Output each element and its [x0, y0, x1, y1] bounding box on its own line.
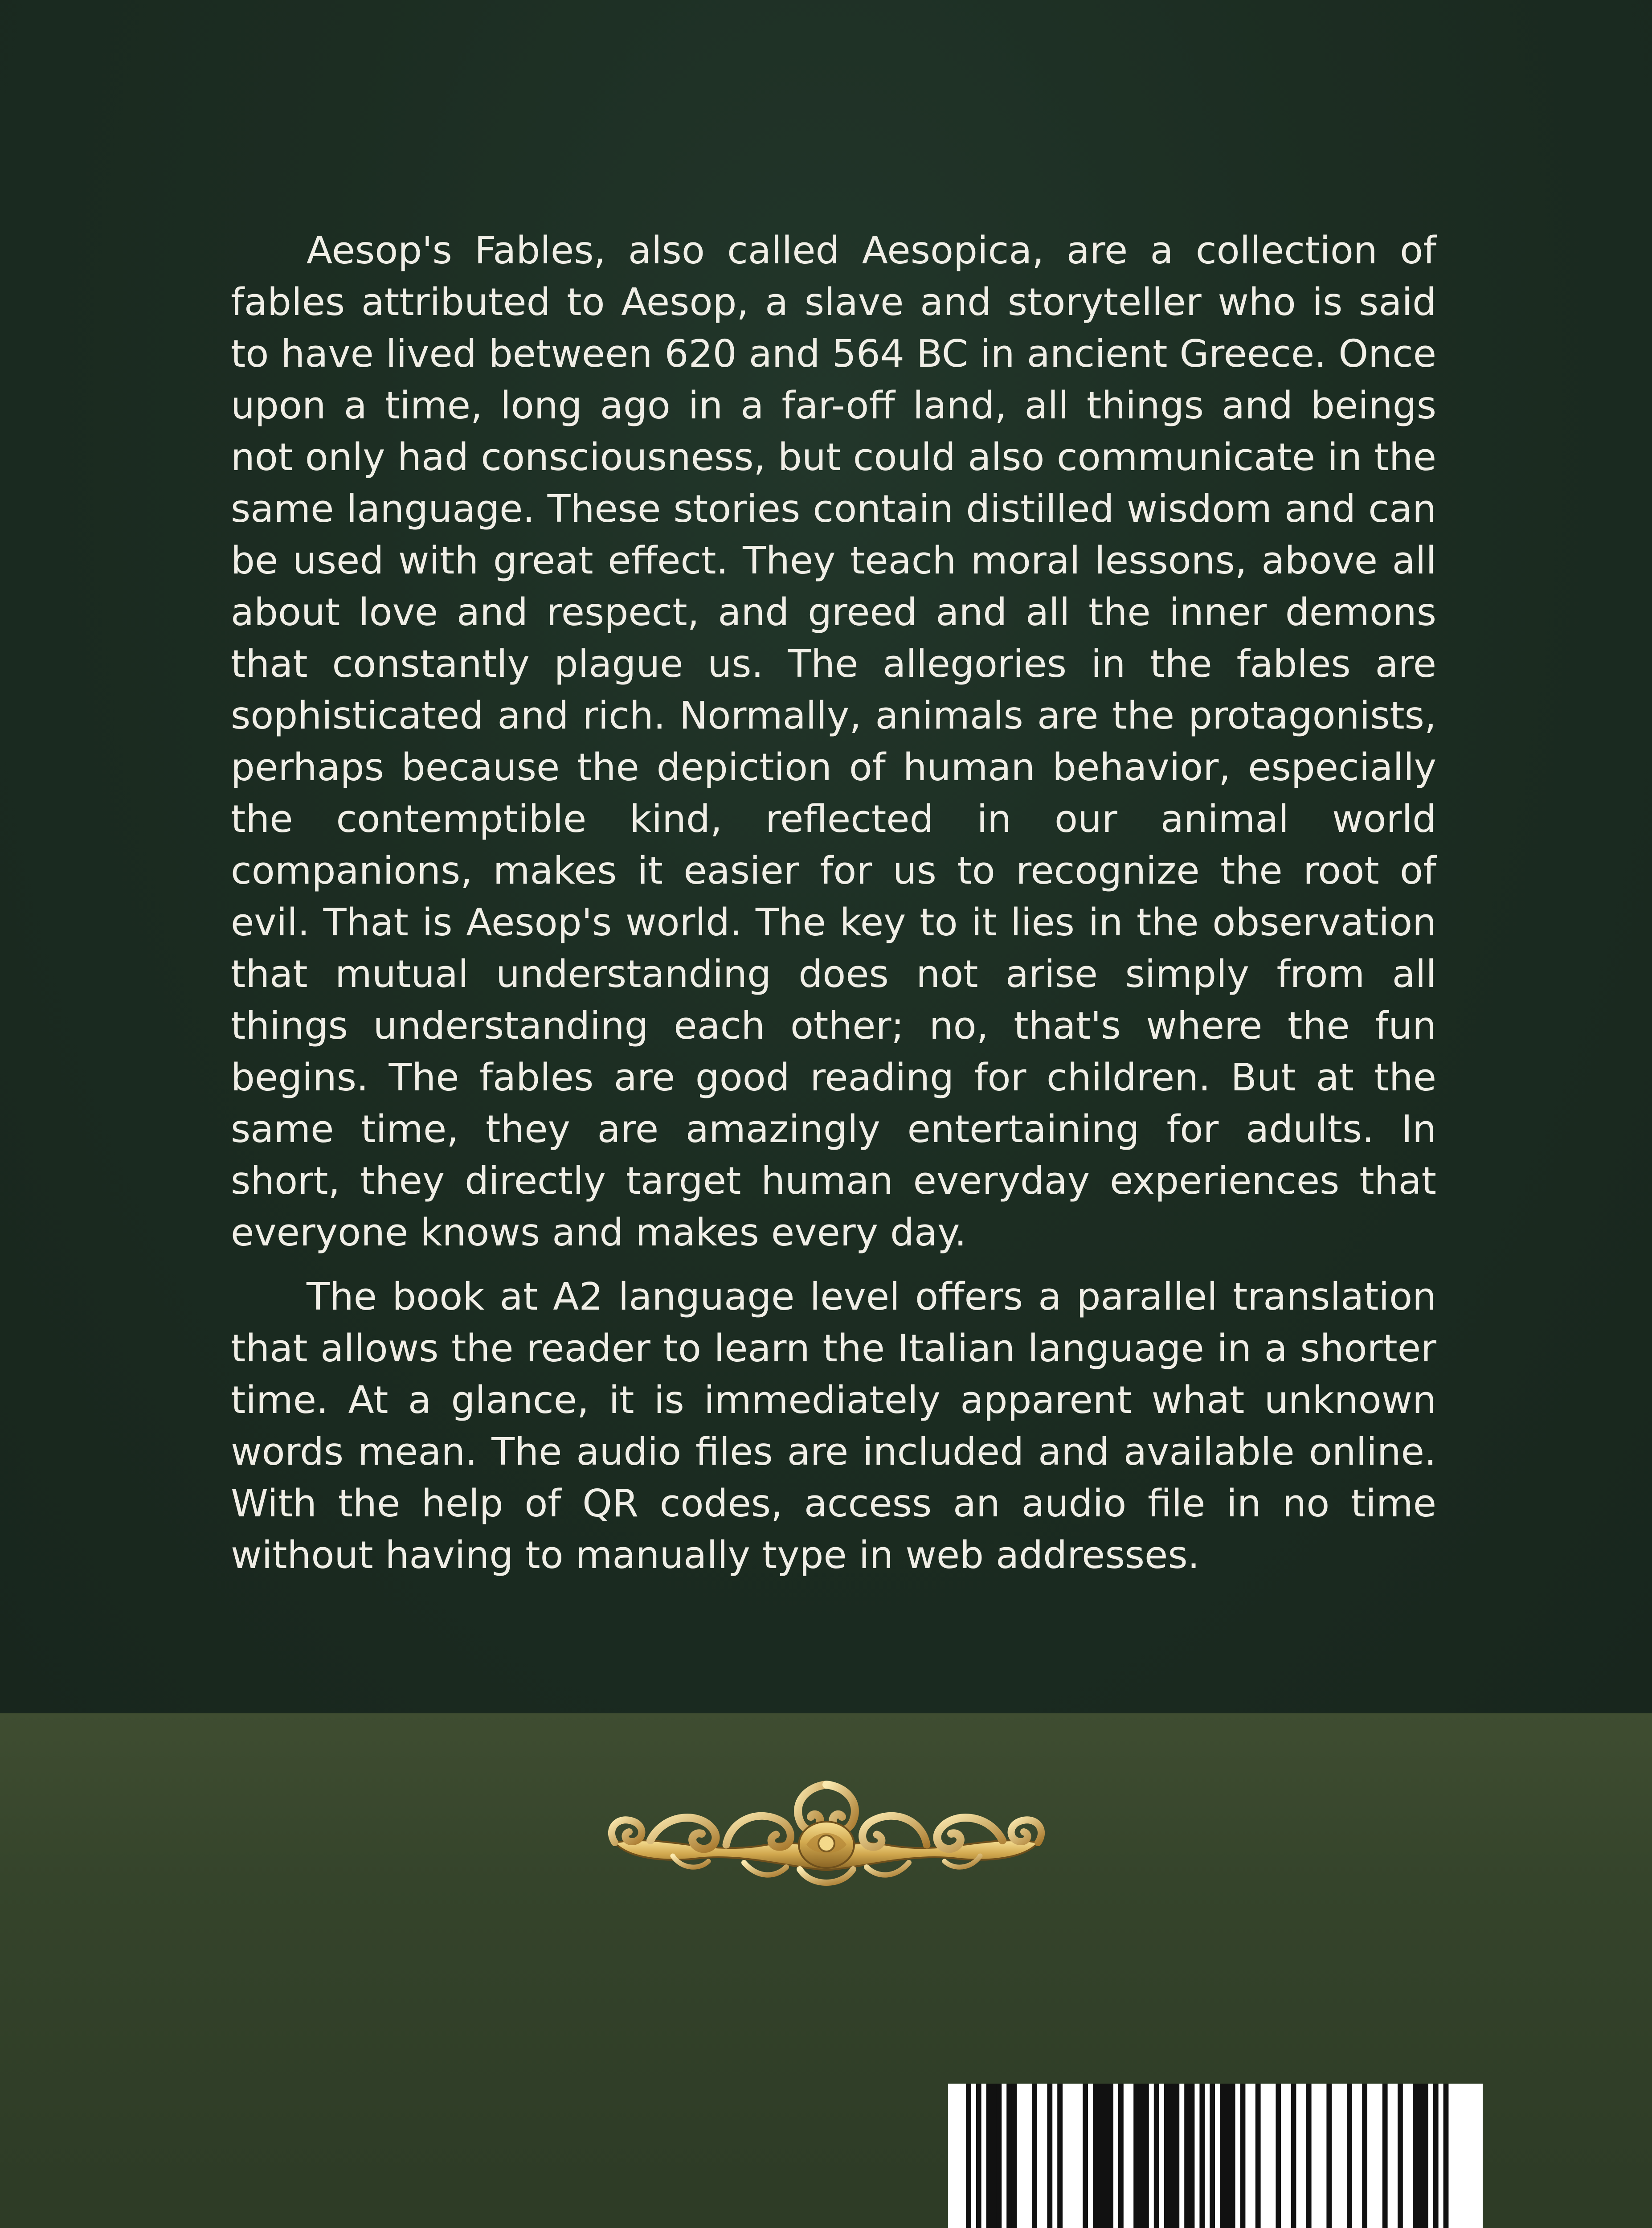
barcode-bar [1291, 2084, 1296, 2228]
barcode-bar [1144, 2084, 1149, 2228]
barcode-bar [1398, 2084, 1403, 2228]
barcode-bar [1230, 2084, 1235, 2228]
barcode-bar [1418, 2084, 1423, 2228]
blurb-text [231, 225, 1436, 1581]
barcode-bar [1413, 2084, 1418, 2228]
barcode-bar [966, 2084, 971, 2228]
barcode-bar [1199, 2084, 1205, 2228]
barcode-bar [1225, 2084, 1230, 2228]
barcode-bar [1306, 2084, 1312, 2228]
blurb-paragraph-2: The book at A2 language level offers a parallel translation that allows the reader to learn the Italian language in a shorter time. At a glance, it is immediately apparent what unknown words mean. The audio files are included and available online. With the help of QR codes, access an audio file in no time without having to manually type in web addresses. [231, 1275, 1436, 1577]
barcode-bar [1133, 2084, 1139, 2228]
barcode-bar [1347, 2084, 1352, 2228]
blurb-paragraph-1: Aesop's Fables, also called Aesopica, are a collection of fables attributed to Aesop, a slave and storyteller who is said to have lived between 620 and 564 BC in ancient Greece. Once upon a time, long ago in a far-off land, all things and beings not only had consciousness, but could also communicate in the same language. These stories contain distilled wisdom and can be used with great effect. They teach moral lessons, above all about love and respect, and greed and all the inner demons that constantly plague us. The allegories in the fables are sophisticated and rich. Normally, animals are the protagonists, perhaps because the depiction of human behavior, especially the contemptible kind, reflected in our animal world companions, makes it easier for us to recognize the root of evil. That is Aesop's world. The key to it lies in the observation that mutual understanding does not arise simply from all things understanding each other; no, that's where the fun begins. The fables are good reading for children. But at the same time, they are amazingly entertaining for adults. In short, they directly target human everyday experiences that everyone knows and makes every day. [231, 229, 1436, 1255]
barcode-bar [976, 2084, 981, 2228]
barcode-bar [1118, 2084, 1124, 2228]
barcode-bar [1139, 2084, 1144, 2228]
barcode-bar [1012, 2084, 1017, 2228]
barcode-bar [1184, 2084, 1190, 2228]
barcode-bar [1423, 2084, 1428, 2228]
barcode-bar [986, 2084, 992, 2228]
barcode-bar [1255, 2084, 1261, 2228]
barcode-bar [1220, 2084, 1225, 2228]
barcode-bar [1190, 2084, 1195, 2228]
barcode-bar [996, 2084, 1002, 2228]
barcode-bar [1164, 2084, 1169, 2228]
barcode-bar [1433, 2084, 1439, 2228]
barcode-bar [1174, 2084, 1179, 2228]
barcode-bar [1326, 2084, 1332, 2228]
barcode-bar [1057, 2084, 1063, 2228]
barcode-bar [1362, 2084, 1367, 2228]
barcode-bar [1154, 2084, 1159, 2228]
barcode-bar [1047, 2084, 1052, 2228]
barcode-bar [1098, 2084, 1103, 2228]
barcode-bar [1169, 2084, 1174, 2228]
barcode-bar [1032, 2084, 1037, 2228]
barcode-bar [1443, 2084, 1449, 2228]
barcode-bar [1093, 2084, 1098, 2228]
barcode-bar [1006, 2084, 1012, 2228]
barcode-bar [991, 2084, 997, 2228]
barcode-bar [1210, 2084, 1215, 2228]
isbn-barcode [948, 2084, 1483, 2228]
gold-scroll-ornament-icon [597, 1767, 1056, 1896]
barcode-bar [1240, 2084, 1246, 2228]
barcode-bar [1103, 2084, 1108, 2228]
barcode-bar [1382, 2084, 1388, 2228]
barcode-bar [1108, 2084, 1113, 2228]
barcode-bar [1083, 2084, 1088, 2228]
barcode-bars [948, 2084, 1483, 2228]
barcode-bar [1276, 2084, 1281, 2228]
